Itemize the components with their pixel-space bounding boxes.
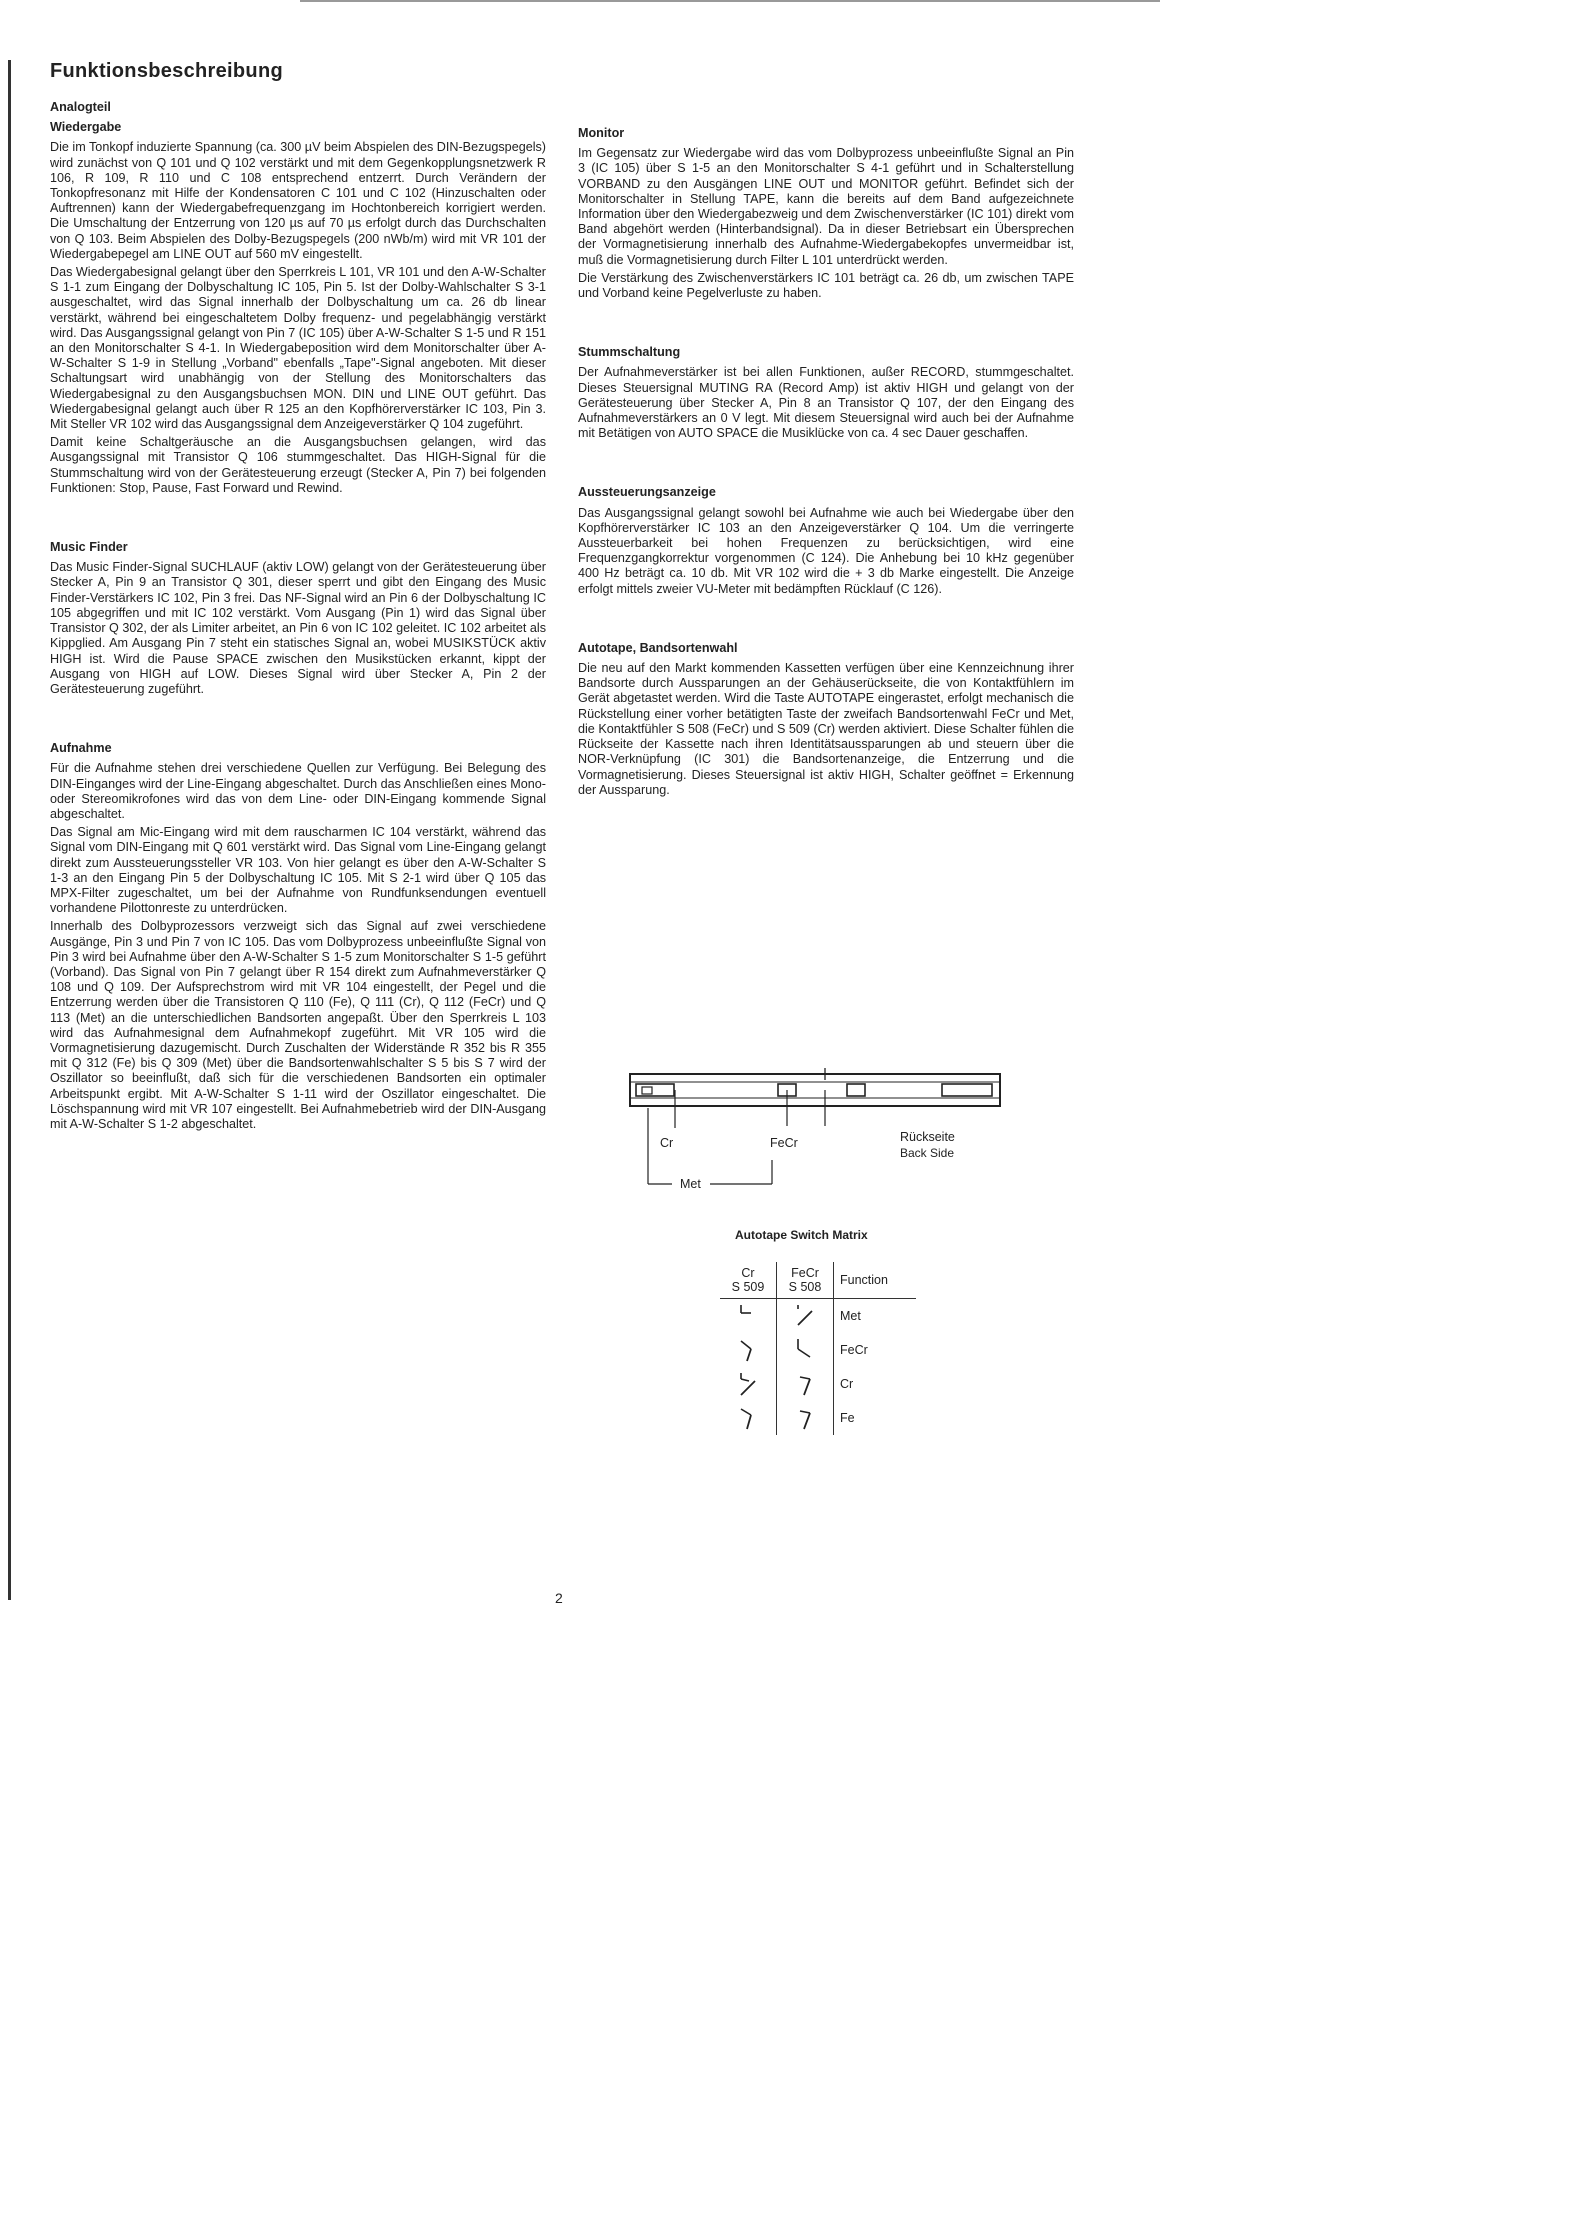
heading-monitor: Monitor [578,126,625,140]
function-cr: Cr [840,1377,854,1391]
heading-aufnahme: Aufnahme [50,741,112,756]
page-number: 2 [555,1590,563,1606]
paragraph: Das Signal am Mic-Eingang wird mit dem rauscharmen IC 104 verstärkt, während das Signal vom DIN-Eingang mit Q 601 verstärkt wird. Das Signal vom Line-Eingang gelangt direkt zum Aussteuerungssteller VR 103. Von hier gelangt es über den A-W-Schalter S 1-3 an den Eingang Pin 5 der Dolbyschaltung IC 105. Mit S 2-1 wird über Q 105 das MPX-Filter zugeschaltet, um bei der Aufnahme von Rundfunksendungen eventuell vorhandene Pilottonreste zu unterdrücken. [50,825,546,916]
table-row [720,1299,916,1334]
section-autotape [578,641,1074,798]
section-stummschaltung [578,345,1074,441]
switch-diagonal-icon [777,1299,834,1334]
section-music-finder [50,540,546,697]
section-heading-analog: Analogteil [50,100,111,114]
paragraph: Damit keine Schaltgeräusche an die Ausgangsbuchsen gelangen, wird das Ausgangssignal mit Transistor Q 106 stummgeschaltet. Das HIGH-Signal für die Stummschaltung wird von der Gerätesteuerung erzeugt (Stecker A, Pin 7) bei folgenden Funktionen: Stop, Pause, Fast Forward und Rewind. [50,435,546,495]
paragraph: Für die Aufnahme stehen drei verschiedene Quellen zur Verfügung. Bei Belegung des DIN-Einganges wird der Line-Eingang abgeschaltet. Durch das Anschließen eines Mono- oder Stereomikrofones wird das von dem Line- oder DIN-Eingang kommende Signal abgeschaltet. [50,761,546,821]
page-title: Funktionsbeschreibung [50,60,283,82]
switch-open-icon [720,1299,777,1334]
switch-closed-icon [720,1401,777,1435]
section-wiedergabe [50,120,546,496]
heading-aussteuerung: Aussteuerungsanzeige [578,485,716,500]
top-border-line [300,0,1160,2]
left-column [50,100,546,1176]
heading-autotape: Autotape, Bandsortenwahl [578,640,738,655]
cassette-backside-diagram [620,1068,1020,1218]
label-cr: Cr [660,1136,674,1150]
label-fecr: FeCr [770,1136,798,1150]
matrix-title: Autotape Switch Matrix [735,1228,868,1242]
section-aussteuerung [578,485,1074,596]
paragraph: Das Ausgangssignal gelangt sowohl bei Aufnahme wie auch bei Wiedergabe über den Kopfhörerverstärker IC 103 an den Anzeigeverstärker Q 104. Um die verringerte Aussteuerbarkeit bei hohen Frequenzen zu berücksichtigen, wird eine Frequenzgangkorrektur vorgenommen (C 124). Die Anhebung bei 10 kHz gegenüber 400 Hz beträgt ca. 10 db. Mit VR 102 wird die + 3 db Marke eingestellt. Die Anzeige erfolgt mittels zweier VU-Meter mit bedämpften Rücklauf (C 126). [578,505,1074,596]
header-fecr-top: FeCr [791,1266,819,1280]
header-cr-bottom: S 509 [731,1280,765,1294]
left-binding-edge [8,60,11,1600]
header-function: Function [834,1262,917,1299]
cassette-outline-graphic [620,1068,1020,1218]
function-met: Met [840,1309,861,1323]
autotape-switch-matrix [720,1262,916,1435]
section-monitor [578,126,1074,301]
paragraph: Die Verstärkung des Zwischenverstärkers IC 101 beträgt ca. 26 db, um zwischen TAPE und Vorband keine Pegelverluste zu haben. [578,270,1074,301]
label-met: Met [680,1177,701,1191]
heading-music-finder: Music Finder [50,540,128,555]
switch-closed-icon [777,1367,834,1401]
header-fecr-bottom: S 508 [788,1280,822,1294]
paragraph: Der Aufnahmeverstärker ist bei allen Funktionen, außer RECORD, stummgeschaltet. Dieses Steuersignal MUTING RA (Record Amp) ist aktiv HIGH und gelangt von der Gerätesteuerung über Stecker A, Pin 8 an Transistor Q 107, der den Eingang des Aufnahmeverstärkers an 0 V legt. Mit diesem Steuersignal wird auch bei der Aufnahme mit Betätigen von AUTO SPACE die Musiklücke von ca. 4 sec Dauer geschaffen. [578,365,1074,441]
function-fe: Fe [840,1411,855,1425]
heading-stummschaltung: Stummschaltung [578,345,681,360]
label-rueckseite: Rückseite [900,1130,955,1144]
right-column [578,126,1074,842]
table-row [720,1401,916,1435]
switch-closed-icon [720,1333,777,1367]
table-row [720,1333,916,1367]
switch-open-icon [777,1333,834,1367]
paragraph: Innerhalb des Dolbyprozessors verzweigt sich das Signal auf zwei verschiedene Ausgänge, Pin 3 und Pin 7 von IC 105. Das vom Dolbyprozess unbeeinflußte Signal von Pin 3 wird bei Aufnahme über den A-W-Schalter S 1-5 zum Monitorschalter S 1-5 geführt (Vorband). Das Signal von Pin 7 gelangt über R 154 direkt zum Aufnahmeverstärker Q 108 und Q 109. Der Aufsprechstrom wird mit VR 104 eingestellt, der Pegel und die Entzerrung werden über die Transistoren Q 110 (Fe), Q 111 (Cr), Q 112 (FeCr) und Q 113 (Met) an die unterschiedlichen Bandsorten angepaßt. Über den Sperrkreis L 103 wird das Aufnahmesignal dem Aufnahmekopf zugeführt. Mit VR 105 wird die Vormagnetisierung dazugemischt. Durch Zuschalten der Widerstände R 352 bis R 355 mit Q 312 (Fe) bis Q 309 (Met) über die Bandsortenwahlschalter S 5 bis S 7 wird der Oszillator so beeinflußt, daß sich für die verschiedenen Bandsorten ein optimaler Arbeitspunkt ergibt. Mit A-W-Schalter S 1-11 wird der Oszillator eingeschaltet. Die Löschspannung wird mit VR 107 eingestellt. Bei Aufnahmebetrieb wird der DIN-Ausgang mit A-W-Schalter S 1-2 abgeschaltet. [50,919,546,1131]
section-aufnahme [50,741,546,1132]
header-fecr [777,1262,834,1299]
paragraph: Die neu auf den Markt kommenden Kassetten verfügen über eine Kennzeichnung ihrer Bandsorte durch Aussparungen an der Gehäuserückseite, die von Kontaktfühlern im Gerät abgetastet werden. Wird die Taste AUTOTAPE eingerastet, erfolgt mechanisch die Rückstellung einer vorher betätigten Taste der zweifach Bandsortenwahl FeCr und Met, die Kontaktfühler S 508 (FeCr) und S 509 (Cr) werden aktiviert. Diese Schalter fühlen die Rückseite der Kassette nach ihren Identitätsaussparungen ab und steuern über die NOR-Verknüpfung (IC 301) die Bandsortenanzeige, die Entzerrung und die Vormagnetisierung. Dieses Steuersignal ist aktiv HIGH, Schalter geöffnet = Erkennung der Aussparung. [578,661,1074,797]
switch-closed-icon [777,1401,834,1435]
paragraph: Das Wiedergabesignal gelangt über den Sperrkreis L 101, VR 101 und den A-W-Schalter S 1-1 zum Eingang der Dolbyschaltung IC 105, Pin 5. Ist der Dolby-Wahlschalter S 3-1 ausgeschaltet, wird das Signal innerhalb der Dolbyschaltung um ca. 26 db linear verstärkt, während bei eingeschaltetem Dolby frequenz- und pegelabhängig verstärkt wird. Das Ausgangssignal gelangt von Pin 7 (IC 105) über A-W-Schalter S 1-5 und R 151 an den Monitorschalter S 4-1. In Wiedergabeposition wird dem Monitorschalter über A-W-Schalter S 1-9 in Stellung „Vorband" ebenfalls „Tape"-Signal angeboten. Mit dieser Schaltungsart wird unabhängig von der Stellung des Monitorschalters das Wiedergabesignal zu den Ausgangsbuchsen MON. DIN und LINE OUT geführt. Das Wiedergabesignal gelangt auch über R 125 an den Kopfhörerverstärker IC 103, Pin 3. Mit Steller VR 102 wird das Ausgangssignal dem Anzeigeverstärker Q 104 zugeführt. [50,265,546,432]
table-row [720,1367,916,1401]
switch-diagonal-icon [720,1367,777,1401]
heading-wiedergabe: Wiedergabe [50,120,122,135]
matrix-header-row [720,1262,916,1299]
paragraph: Im Gegensatz zur Wiedergabe wird das vom Dolbyprozess unbeeinflußte Signal an Pin 3 (IC 105) über S 1-5 an den Monitorschalter S 4-1 geführt und in Schalterstellung VORBAND zu den Ausgängen LINE OUT und MONITOR geführt. Befindet sich der Monitorschalter in Stellung TAPE, kann die bereits auf dem Band aufgezeichnete Information über den Wiedergabezweig und dem Zwischenverstärker (IC 101) direkt vom Band abgehört werden (Hinterbandsignal). Da in dieser Betriebsart ein Übersprechen der Vormagnetisierung innerhalb des Aufnahme-Wiedergabekopfes unvermeidbar ist, muß die Vormagnetisierung durch Filter L 101 unterdrückt werden. [578,146,1074,267]
label-back-side: Back Side [900,1146,955,1160]
header-cr [720,1262,777,1299]
function-fecr: FeCr [840,1343,868,1357]
paragraph: Die im Tonkopf induzierte Spannung (ca. 300 µV beim Abspielen des DIN-Bezugspegels) wird zunächst von Q 101 und Q 102 verstärkt und mit dem Gegenkopplungsnetzwerk R 106, R 109, R 110 und C 108 entsprechend entzerrt. Durch Verändern der Tonkopfresonanz mit Hilfe der Kondensatoren C 101 und C 102 (Hinzuschalten oder Auftrennen) kann der Wiedergabefrequenzgang im Hochtonbereich korrigiert werden. Die Umschaltung der Entzerrung von 120 µs auf 70 µs erfolgt durch das Durchschalten von Q 103. Beim Abspielen des Dolby-Bezugspegels (200 nWb/m) wird mit VR 101 der Wiedergabepegel am LINE OUT auf 560 mV eingestellt. [50,140,546,261]
paragraph: Das Music Finder-Signal SUCHLAUF (aktiv LOW) gelangt von der Gerätesteuerung über Stecker A, Pin 9 an Transistor Q 301, dieser sperrt und gibt den Eingang des Music Finder-Verstärkers IC 102, Pin 3 frei. Das NF-Signal wird an Pin 6 der Dolbyschaltung IC 105 abgegriffen und mit IC 102 verstärkt. Vom Ausgang (Pin 1) wird das Signal über Transistor Q 302, der als Limiter arbeitet, an Pin 6 von IC 102 geleitet. IC 102 arbeitet als Kippglied. Am Ausgang Pin 7 steht ein statisches Signal an, wobei MUSIKSTÜCK aktiv HIGH ist. Wird die Pause SPACE zwischen den Musikstücken erkannt, kippt der Ausgang von HIGH auf LOW. Dieses Signal wird über Stecker A, Pin 2 der Gerätesteuerung zugeführt. [50,560,546,696]
header-cr-top: Cr [741,1266,755,1280]
